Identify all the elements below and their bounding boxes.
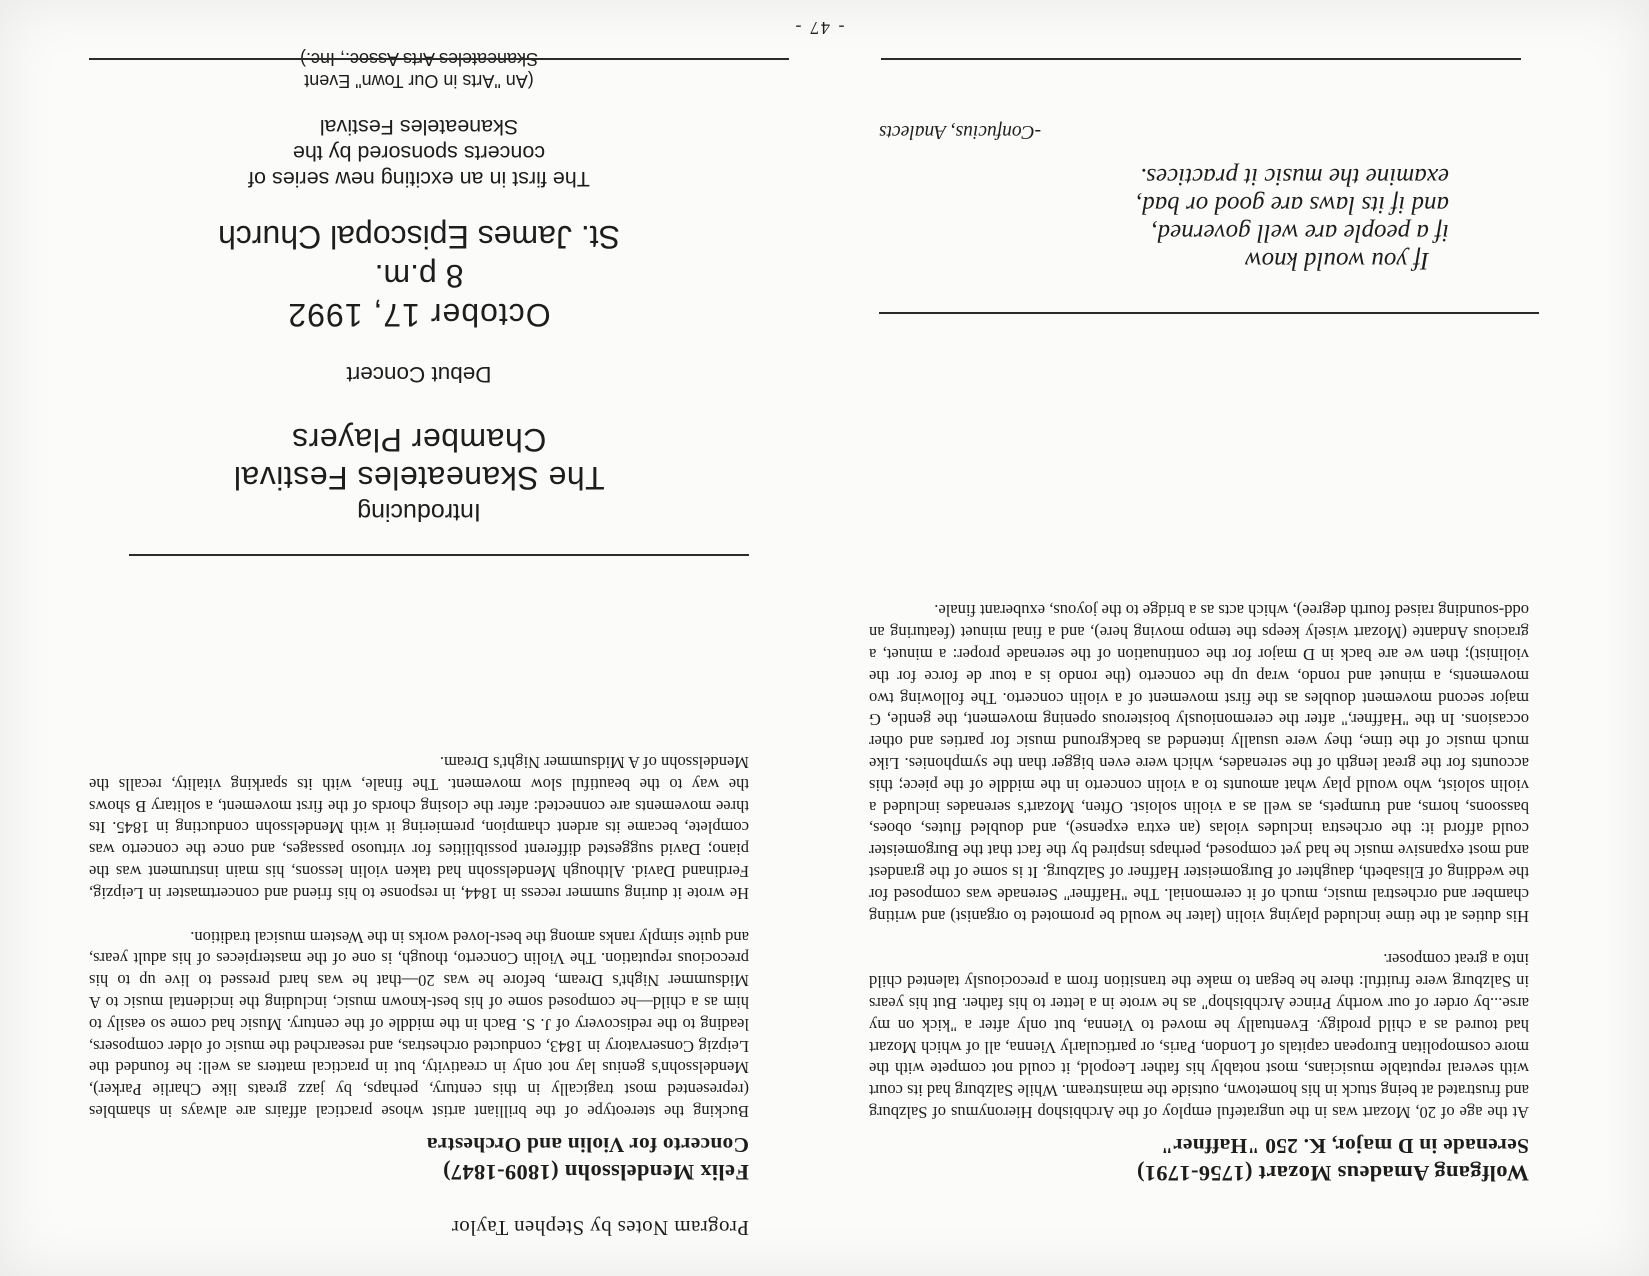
concert-announcement [89,48,749,526]
event-line: Skaneateles Arts Assoc., Inc.) [299,49,539,69]
divider-rule [129,554,749,556]
series-line: Skaneateles Festival [319,115,519,139]
quote-line: examine the music it practices. [1140,163,1449,190]
page-number: - 47 - [793,18,845,38]
series-line: The first in an exciting new series of [248,167,590,191]
ensemble-line: The Skaneateles Festival [233,460,605,496]
series-description [89,114,749,192]
ensemble-line: Chamber Players [291,422,547,458]
work-heading: Serenade in D major, K. 250 "Haffner" [1160,1134,1529,1158]
composer-heading: Wolfgang Amadeus Mozart (1756-1791) [1136,1161,1529,1186]
mendelssohn-notes [89,729,749,1240]
concert-time: 8 p.m. [374,258,464,294]
confucius-quote [869,162,1449,274]
concert-venue: St. James Episcopal Church [218,219,620,255]
quote-line: If you would know [1244,247,1429,274]
quote-line: if a people are well governed, [1151,219,1449,246]
paragraph: He wrote it during summer recess in 1844, in response to his friend and concertmaster in Leipzig, Ferdinand David. Although Mendelssohn had taken violin lessons, his main instrument was the piano; David suggested different possibilities for virtuoso passages, and once the concerto was complete, became its ardent champion, premiering it with Mendelssohn conducting in 1845. Its three movements are connected: after the closing chords of the first movement, a solitary B shows the way to the beautiful slow movement. The finale, with its sparking vitality, recalls the Mendelssohn of A Midsummer Night's Dream. [89,753,749,903]
mozart-body [869,600,1529,1123]
credit-line: Program Notes by Stephen Taylor [451,1216,749,1240]
series-line: concerts sponsored by the [292,141,546,165]
event-note [89,48,749,92]
quote-attribution: -Confucius, Analects [879,121,1042,142]
bottom-rule [881,58,1521,60]
debut-line: Debut Concert [346,362,492,387]
divider-rule [879,312,1539,314]
work-heading: Concerto for Violin and Orchestra [426,1133,749,1157]
concert-date: October 17, 1992 [287,297,551,333]
composer-heading: Felix Mendelssohn (1809-1847) [442,1160,749,1185]
paragraph: Bucking the stereotype of the brilliant artist whose practical affairs are always in shambles (represented most tragically in this century, perhaps, by jazz greats like Charlie Parker), Mendelssohn's genius lay not only in creativity, but in practical matters as well: he founded the Leipzig Conservatory in 1843, conducted orchestras, and researched the music of older composers, leading to the rediscovery of J. S. Bach in the middle of the century. Music had come so easily to him as a child—he composed some of his best-known music, including the incidental music to A Midsummer Night's Dream, before he was 20—that he was hard pressed to live up to his precocious reputation. The Violin Concerto, though, is one of the masterpieces of his adult years, and quite simply ranks among the best-loved works in the Western musical tradition. [89,927,749,1121]
bottom-rule [89,58,789,60]
event-line: (An "Arts in Our Town" Event [304,71,534,91]
paragraph: At the age of 20, Mozart was in the ungrateful employ of the Archbishop Hieronymus of Salzburg and frustrated at being stuck in his hometown, outside the mainstream. While Salzburg had its court with several reputable musicians, most notably his father Leopold, it could not compete with the more cosmopolitan European capitals of London, Paris, or particularly Vienna, all of which Mozart had toured as a child prodigy. Eventually he moved to Vienna, but only after a "kick on my arse...by order of our worthy Prince Archbishop" as he wrote in a letter to his father. But his years in Salzburg were fruitful: there he began to make the transition from a precociously talented child into a great composer. [869,950,1529,1122]
ensemble-name [89,421,749,497]
quote-block [869,120,1529,274]
intro-line: Introducing [357,498,481,526]
paragraph: His duties at the time included playing violin (later he would be promoted to organist) and writing chamber and orchestral music, much of it ceremonial. The "Haffner" Serenade was composed for the wedding of Elisabeth, daughter of Burgomeister Haffner of Salzburg. It is some of the grandest and most expansive music he had yet composed, perhaps inspired by the fact that the Burgomeister could afford it: the orchestra includes violas (an extra expense), and doubled flutes, oboes, bassoons, horns, and trumpets, as well as a violin soloist. Often, Mozart's serenades included a violin soloist, who would play what amounts to a violin concerto in the middle of the piece; this accounts for the great length of the serenades, which were even bigger than the symphonies. Like much music of the time, they were usually intended as background music for parties and other occasions. In the "Haffner," after the ceremoniously boisterous opening movement, the gentle, G major second movement doubles as the first movement of a violin concerto. The following two movements, a minuet and rondo, wrap up the concerto (the rondo is a tour de force for the violinist); then we are back in D major for the continuation of the serenade proper: a minuet, a gracious Andante (Mozart wisely keeps the tempo moving here), and a final minuet (featuring an odd-sounding raised fourth degree), which acts as a bridge to the joyous, exuberant finale. [869,601,1529,926]
mendelssohn-body [89,751,749,1122]
quote-line: and if its laws are good or bad, [1136,191,1449,218]
mozart-notes [869,578,1529,1198]
